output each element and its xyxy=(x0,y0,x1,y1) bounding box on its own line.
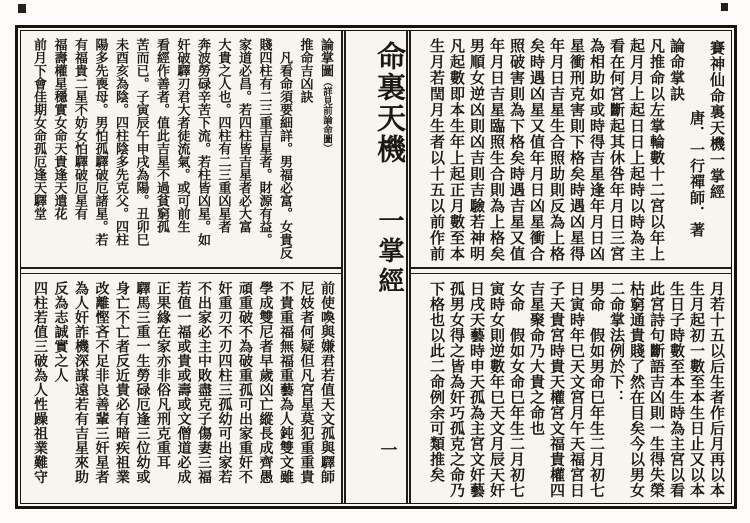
text-column: 賤四柱有二三重吉星者。財源有益。 xyxy=(257,38,273,246)
horizontal-double-rule xyxy=(411,267,731,274)
page-border-frame xyxy=(15,25,737,509)
text-column: 尼妓者何疑但凡宮星莫犯重重貴 xyxy=(298,281,314,484)
right-page xyxy=(411,31,731,503)
text-column: 不貴重福無福重藝為人鈍雙文雖 xyxy=(278,281,293,484)
spine-title-sub: 一掌經 xyxy=(375,207,404,297)
text-column: 起月月上起日日上起時以時為主 xyxy=(628,38,644,262)
text-column: 不出家必主中敗盡克子傷妻三福 xyxy=(196,281,211,484)
text-column: 下格也以此二命例余可類推矣 xyxy=(428,281,444,483)
text-column: 孤男女得之皆為奸巧孤克之命乃 xyxy=(448,281,464,498)
text-column: 奸破驛刃君大者徒流氣。或可前生 xyxy=(175,38,191,233)
author-byline: 唐．一行禪師．著 xyxy=(688,110,704,238)
text-column: 驛馬三重一生勞碌厄逢三位幼或 xyxy=(134,281,150,484)
text-column: 未酉亥為陰。四柱陰多先克父。四柱 xyxy=(114,38,129,246)
scan-artifact-mark xyxy=(721,3,728,11)
horizontal-double-rule xyxy=(21,267,341,274)
text-column: 星衝刑克害則下格矣時遇凶星得 xyxy=(568,38,584,262)
text-column: 女命 假如女命巳年生二月初七 xyxy=(508,281,524,498)
left-top-block xyxy=(21,31,341,267)
left-page xyxy=(21,31,341,503)
right-bottom-block xyxy=(411,274,731,503)
spine-title-main: 命裏天機 xyxy=(373,41,405,165)
folio-page-number: 一 xyxy=(380,441,398,460)
text-column: 日戌天藝時申天孤為主宮文奸藝 xyxy=(468,281,484,498)
text-column: 奔波勞碌辛苦下流。若柱皆凶星。如 xyxy=(196,38,211,246)
text-column: 有福貴二星不妨女怕驛破厄星有 xyxy=(73,38,88,220)
text-column: 大貴之人也。四柱有二三重凶星者 xyxy=(216,38,232,233)
text-column: 陽多先喪母。男怕孤驛破厄諸星。若 xyxy=(93,38,109,246)
text-column: 家道必昌。若四柱皆吉星者必大富 xyxy=(237,38,252,233)
text-column: 生日子時數至本生時為主宮以看 xyxy=(668,281,684,498)
text-column: 二命掌法例於下： xyxy=(608,281,624,405)
text-column: 凡起數即本生年上起正月數至本 xyxy=(448,38,464,262)
text-column: 枯窮通貴賤了然在目矣今以男女 xyxy=(628,281,644,498)
section-title: 推命吉凶訣 xyxy=(298,38,314,103)
spine-content xyxy=(372,41,406,461)
text-column: 學成雙尼者早歲凶亡縱長成齊愚 xyxy=(257,281,273,484)
text-column: 子天貴宮時貴天權宮文福貴權四 xyxy=(548,281,564,498)
text-column: 吉星聚命乃大貴之命也 xyxy=(528,281,544,436)
left-bottom-block xyxy=(21,274,341,503)
text-column: 寅時女則逆數年巳天文月辰天奸 xyxy=(488,281,504,498)
text-column: 改離慳吝不足非良善輩三奸星者 xyxy=(93,281,109,484)
section-title: 論命掌訣 xyxy=(668,38,684,102)
text-column: 看經作善者。值此吉星不過貧窮孤 xyxy=(155,38,170,233)
text-column: 日寅時年巳天文宮月午天福宮日 xyxy=(568,281,584,498)
text-column: 頑重破不為破重孤可出家重奸不 xyxy=(237,281,252,484)
page-grid xyxy=(20,30,732,504)
text-column: 此宮詩句斷語吉凶則一生得失榮 xyxy=(648,281,664,498)
right-top-block xyxy=(411,31,731,267)
text-column: 年月日吉星生合照助則反為上格 xyxy=(548,38,564,262)
text-column: 矣時遇凶星又值年月日凶星衝合 xyxy=(528,38,544,262)
figure-heading-note: （詳見前論命圖） xyxy=(321,77,331,153)
text-column: 生月若閏月生者以十五以前作前 xyxy=(428,38,444,262)
scan-artifact-mark xyxy=(18,4,26,13)
text-column: 為相助如或時得吉星逢年月日凶 xyxy=(588,38,604,262)
text-column: 正果緣在家亦非俗凡刑克重耳 xyxy=(155,281,170,470)
spine-column xyxy=(341,31,411,503)
figure-heading-text: 論掌圖 xyxy=(319,38,334,77)
text-column: 福壽權星穩實女命天貴逢天遣花 xyxy=(52,38,68,220)
text-column: 月若十五以后生者作后月再以本 xyxy=(708,281,724,498)
text-column: 生月起初一數至本生日止又以本 xyxy=(688,281,704,498)
text-column: 凡看命須要細詳。男福必富。女貴反 xyxy=(278,38,293,259)
text-column: 前使喚與嫌君若值天文孤與驛師 xyxy=(319,281,334,484)
text-column: 為人奸詐機深謀遠若有吉星來助 xyxy=(73,281,88,484)
text-column: 年月日吉星臨照生合則為上格矣 xyxy=(488,38,504,262)
book-title: 賽神仙命裏天機一掌經 xyxy=(708,40,724,200)
text-column: 凡推命以左掌輪數十二宮以年上 xyxy=(648,38,664,262)
text-column: 身亡不亡者反近貴必有暗疾祖業 xyxy=(114,281,129,484)
text-column: 男命 假如男命巳年生二月初七 xyxy=(588,281,604,498)
text-column: 若值一福或貴或壽或文僧道必成 xyxy=(175,281,191,484)
text-column: 苦而已。子寅辰午申戌為陽。丑卯巳 xyxy=(134,38,150,246)
text-column: 看在何宮斷起其休咎年月日三宮 xyxy=(608,38,624,262)
text-column: 四柱若值三破為人性躁祖業難守 xyxy=(32,281,47,484)
text-column: 前月下會佳期女命孤厄逢天驛堂 xyxy=(32,38,47,220)
text-column: 男順女逆凶則凶吉則吉驗若神明 xyxy=(468,38,484,262)
text-column: 照破害則為下格矣時遇吉星又值 xyxy=(508,38,524,262)
text-column: 反為志誠實之人 xyxy=(52,281,68,383)
figure-reference-heading xyxy=(316,38,337,263)
text-column: 奸重刃不刃四柱三孤幼可出家若 xyxy=(216,281,232,484)
